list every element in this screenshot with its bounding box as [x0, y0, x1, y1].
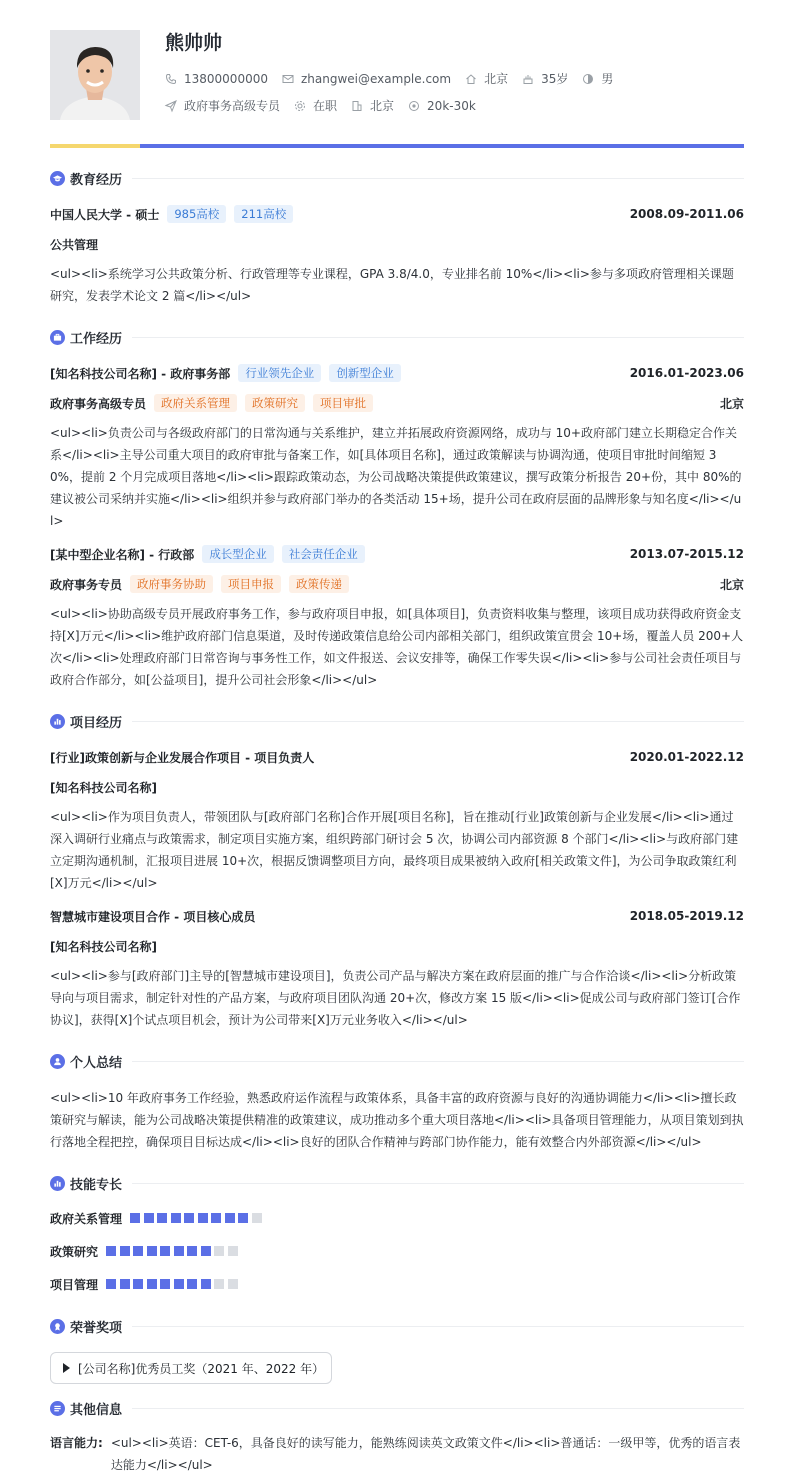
- skill-dot-filled: [187, 1279, 197, 1289]
- skill-dot-filled: [147, 1246, 157, 1256]
- candidate-name: 熊帅帅: [165, 32, 223, 54]
- other-item: [50, 1432, 744, 1476]
- skill-dot-filled: [201, 1279, 211, 1289]
- info-icon: [50, 1401, 65, 1416]
- honor-text: [公司名称]优秀员工奖（2021 年、2022 年）: [78, 1361, 325, 1376]
- skill-name: 项目管理: [50, 1277, 99, 1292]
- skill-dot-empty: [214, 1246, 224, 1256]
- skill-dot-filled: [106, 1246, 116, 1256]
- skills-chart-icon: [50, 1176, 65, 1191]
- email-item: [282, 72, 451, 86]
- target-city-text: 北京: [370, 99, 395, 113]
- skill-dot-empty: [228, 1246, 238, 1256]
- work-entry: [50, 363, 744, 532]
- section-education-title: 教育经历: [50, 168, 744, 188]
- work-role: 政府事务高级专员: [50, 396, 147, 411]
- skill-dot-filled: [106, 1279, 116, 1289]
- skill-dot-filled: [201, 1246, 211, 1256]
- skill-dot-filled: [147, 1279, 157, 1289]
- role-tag: 政策研究: [245, 394, 305, 412]
- resume-header: [50, 0, 744, 146]
- salary-text: 20k-30k: [427, 98, 476, 113]
- skill-dot-filled: [174, 1279, 184, 1289]
- work-role: 政府事务专员: [50, 577, 123, 592]
- skill-item: [50, 1273, 403, 1295]
- company-tag: 社会责任企业: [282, 545, 365, 563]
- skill-dot-filled: [133, 1246, 143, 1256]
- home-icon: [465, 73, 477, 85]
- section-projects-title: 项目经历: [50, 711, 744, 731]
- age-text: 35岁: [541, 72, 569, 86]
- target-city-item: [351, 97, 394, 114]
- skill-dot-filled: [120, 1246, 130, 1256]
- skill-level-dots: [106, 1279, 241, 1289]
- school-name: 中国人民大学 - 硕士: [50, 207, 160, 222]
- skill-item: [50, 1207, 403, 1229]
- summary-text: <ul><li>10 年政府事务工作经验，熟悉政府运作流程与政策体系，具备丰富的政府资源与良好的沟通协调能力</li><li>擅长政策研究与解读，能为公司战略决策提供精准的政策建议，成功推动多个重大项目落地</li><li>具备项目管理能力，从项目策划到执行落地全程把控，确保项目目标达成</li><li>良好的团队合作精神与跨部门协作能力，能有效整合内外部资源</li></ul>: [50, 1091, 744, 1149]
- skill-dot-filled: [238, 1213, 248, 1223]
- skill-name: 政府关系管理: [50, 1211, 123, 1226]
- other-value: <ul><li>英语：CET-6，具备良好的读写能力，能熟练阅读英文政策文件</li><li>普通话：一级甲等，优秀的语言表达能力</li></ul>: [110, 1436, 741, 1472]
- skill-name: 政策研究: [50, 1244, 99, 1259]
- company-name: [知名科技公司名称] - 政府事务部: [50, 366, 231, 381]
- skill-dot-empty: [214, 1279, 224, 1289]
- salary-item: [408, 99, 476, 113]
- skill-dot-filled: [187, 1246, 197, 1256]
- role-tag: 项目审批: [313, 394, 373, 412]
- send-icon: [165, 100, 177, 112]
- job-intent-row: [165, 97, 490, 114]
- expand-triangle-icon[interactable]: [63, 1363, 70, 1373]
- project-org: [知名科技公司名称]: [50, 780, 157, 795]
- skill-dot-filled: [160, 1279, 170, 1289]
- status-text: 在职: [313, 99, 338, 113]
- city-text: 北京: [484, 72, 509, 86]
- money-icon: [408, 100, 420, 112]
- skill-dot-filled: [184, 1213, 194, 1223]
- skill-item: [50, 1240, 403, 1262]
- section-other-title: 其他信息: [50, 1398, 744, 1418]
- company-tag: 创新型企业: [329, 364, 401, 382]
- skill-dot-filled: [211, 1213, 221, 1223]
- header-divider-bar: [50, 144, 744, 148]
- work-description: <ul><li>协助高级专员开展政府事务工作，参与政府项目申报，如[具体项目]，负责资料收集与整理，该项目成功获得政府资金支持[X]万元</li><li>维护政府部门信息渠道，及时传递政策信息给公司内部相关部门，组织政策宣贯会 10+场，覆盖人员 200+人次</li><li>处理政府部门日常咨询与事务性工作，如文件报送、会议安排等，确保工作零失误</li><li>参与公司社会责任项目与政府合作部分，如[公益项目]，提升公司社会形象</li></ul>: [50, 607, 744, 687]
- work-entry: [50, 544, 744, 691]
- project-period: 2020.01-2022.12: [629, 750, 744, 764]
- role-tag: 政策传递: [289, 575, 349, 593]
- user-icon: [50, 1054, 65, 1069]
- building-icon: [351, 100, 363, 112]
- email-text: zhangwei@example.com: [300, 71, 452, 86]
- project-org: [知名科技公司名称]: [50, 939, 157, 954]
- skill-level-dots: [106, 1246, 241, 1256]
- role-tag: 项目申报: [221, 575, 281, 593]
- work-location: 北京: [719, 396, 744, 411]
- other-label: 语言能力:: [50, 1436, 103, 1450]
- skill-dot-filled: [160, 1246, 170, 1256]
- phone-item: [165, 72, 268, 86]
- project-description: <ul><li>参与[政府部门]主导的[智慧城市建设项目]，负责公司产品与解决方案在政府层面的推广与合作洽谈</li><li>分析政策导向与项目需求，制定针对性的产品方案，与政府项目团队沟通 20+次，修改方案 15 版</li><li>促成公司与政府部门签订[合作协议]，获得[X]个试点项目机会，预计为公司带来[X]万元业务收入</li></ul>: [50, 969, 741, 1027]
- section-work-title: 工作经历: [50, 327, 744, 347]
- skill-dot-filled: [157, 1213, 167, 1223]
- chart-icon: [50, 714, 65, 729]
- skill-dot-empty: [252, 1213, 262, 1223]
- company-name: [某中型企业名称] - 行政部: [50, 547, 195, 562]
- project-name: 智慧城市建设项目合作 - 项目核心成员: [50, 909, 256, 924]
- education-entry: [50, 204, 744, 307]
- skill-dot-filled: [133, 1279, 143, 1289]
- phone-icon: [165, 73, 177, 85]
- contact-row: [165, 70, 627, 87]
- skill-dot-filled: [174, 1246, 184, 1256]
- company-tag: 行业领先企业: [238, 364, 321, 382]
- honor-item[interactable]: [50, 1352, 332, 1384]
- gear-icon: [294, 100, 306, 112]
- award-icon: [50, 1319, 65, 1334]
- section-summary-title: 个人总结: [50, 1051, 744, 1071]
- city-item: [465, 70, 508, 87]
- work-period: 2016.01-2023.06: [629, 366, 744, 380]
- skill-dot-filled: [225, 1213, 235, 1223]
- gender-icon: [582, 73, 594, 85]
- work-description: <ul><li>负责公司与各级政府部门的日常沟通与关系维护，建立并拓展政府资源网络，成功与 10+政府部门建立长期稳定合作关系</li><li>主导公司重大项目的政府审批与备案工作，如[具体项目名称]，通过政策解读与协调沟通，使项目审批时间缩短 30%，提前 2 个月完成项目落地</li><li>跟踪政策动态，为公司战略决策提供政策建议，撰写政策分析报告 20+份，其中 80%的建议被公司采纳并实施</li><li>组织并参与政府部门举办的各类活动 15+场，提升公司在政府层面的品牌形象与知名度</li></ul>: [50, 426, 742, 528]
- briefcase-icon: [50, 330, 65, 345]
- school-tag: 985高校: [167, 205, 226, 223]
- skill-dot-empty: [228, 1279, 238, 1289]
- status-item: [294, 97, 337, 114]
- avatar: [50, 30, 140, 120]
- gender-item: [582, 70, 613, 87]
- age-item: [522, 70, 568, 87]
- education-period: 2008.09-2011.06: [629, 207, 744, 221]
- skill-dot-filled: [120, 1279, 130, 1289]
- graduation-cap-icon: [50, 171, 65, 186]
- skill-dot-filled: [144, 1213, 154, 1223]
- phone-text: 13800000000: [184, 71, 268, 86]
- project-entry: [50, 747, 744, 894]
- skill-level-dots: [130, 1213, 265, 1223]
- project-entry: [50, 906, 744, 1031]
- position-text: 政府事务高级专员: [184, 99, 281, 113]
- skill-dot-filled: [171, 1213, 181, 1223]
- section-skills-title: 技能专长: [50, 1173, 744, 1193]
- gender-text: 男: [601, 72, 614, 86]
- company-tag: 成长型企业: [202, 545, 274, 563]
- email-icon: [282, 73, 294, 85]
- role-tag: 政府关系管理: [154, 394, 237, 412]
- skill-dot-filled: [130, 1213, 140, 1223]
- section-honors-title: 荣誉奖项: [50, 1316, 744, 1336]
- project-description: <ul><li>作为项目负责人，带领团队与[政府部门名称]合作开展[项目名称]，旨在推动[行业]政策创新与企业发展</li><li>通过深入调研行业痛点与政策需求，制定项目实施方案，组织跨部门研讨会 5 次，协调公司内部资源 8 个部门</li><li>与政府部门建立定期沟通机制，汇报项目进展 10+次，根据反馈调整项目方向，最终项目成果被纳入政府[相关政策文件]，为公司争取政策红利[X]万元</li></ul>: [50, 810, 739, 890]
- work-location: 北京: [719, 577, 744, 592]
- skills-list: [50, 1207, 744, 1306]
- school-tag: 211高校: [234, 205, 293, 223]
- position-item: [165, 97, 280, 114]
- project-period: 2018.05-2019.12: [629, 909, 744, 923]
- skill-dot-filled: [198, 1213, 208, 1223]
- education-description: <ul><li>系统学习公共政策分析、行政管理等专业课程，GPA 3.8/4.0，专业排名前 10%</li><li>参与多项政府管理相关课题研究，发表学术论文 2 篇</li></ul>: [50, 267, 734, 303]
- role-tag: 政府事务协助: [130, 575, 213, 593]
- education-major: 公共管理: [50, 237, 99, 252]
- work-period: 2013.07-2015.12: [629, 547, 744, 561]
- project-name: [行业]政策创新与企业发展合作项目 - 项目负责人: [50, 750, 315, 765]
- cake-icon: [522, 73, 534, 85]
